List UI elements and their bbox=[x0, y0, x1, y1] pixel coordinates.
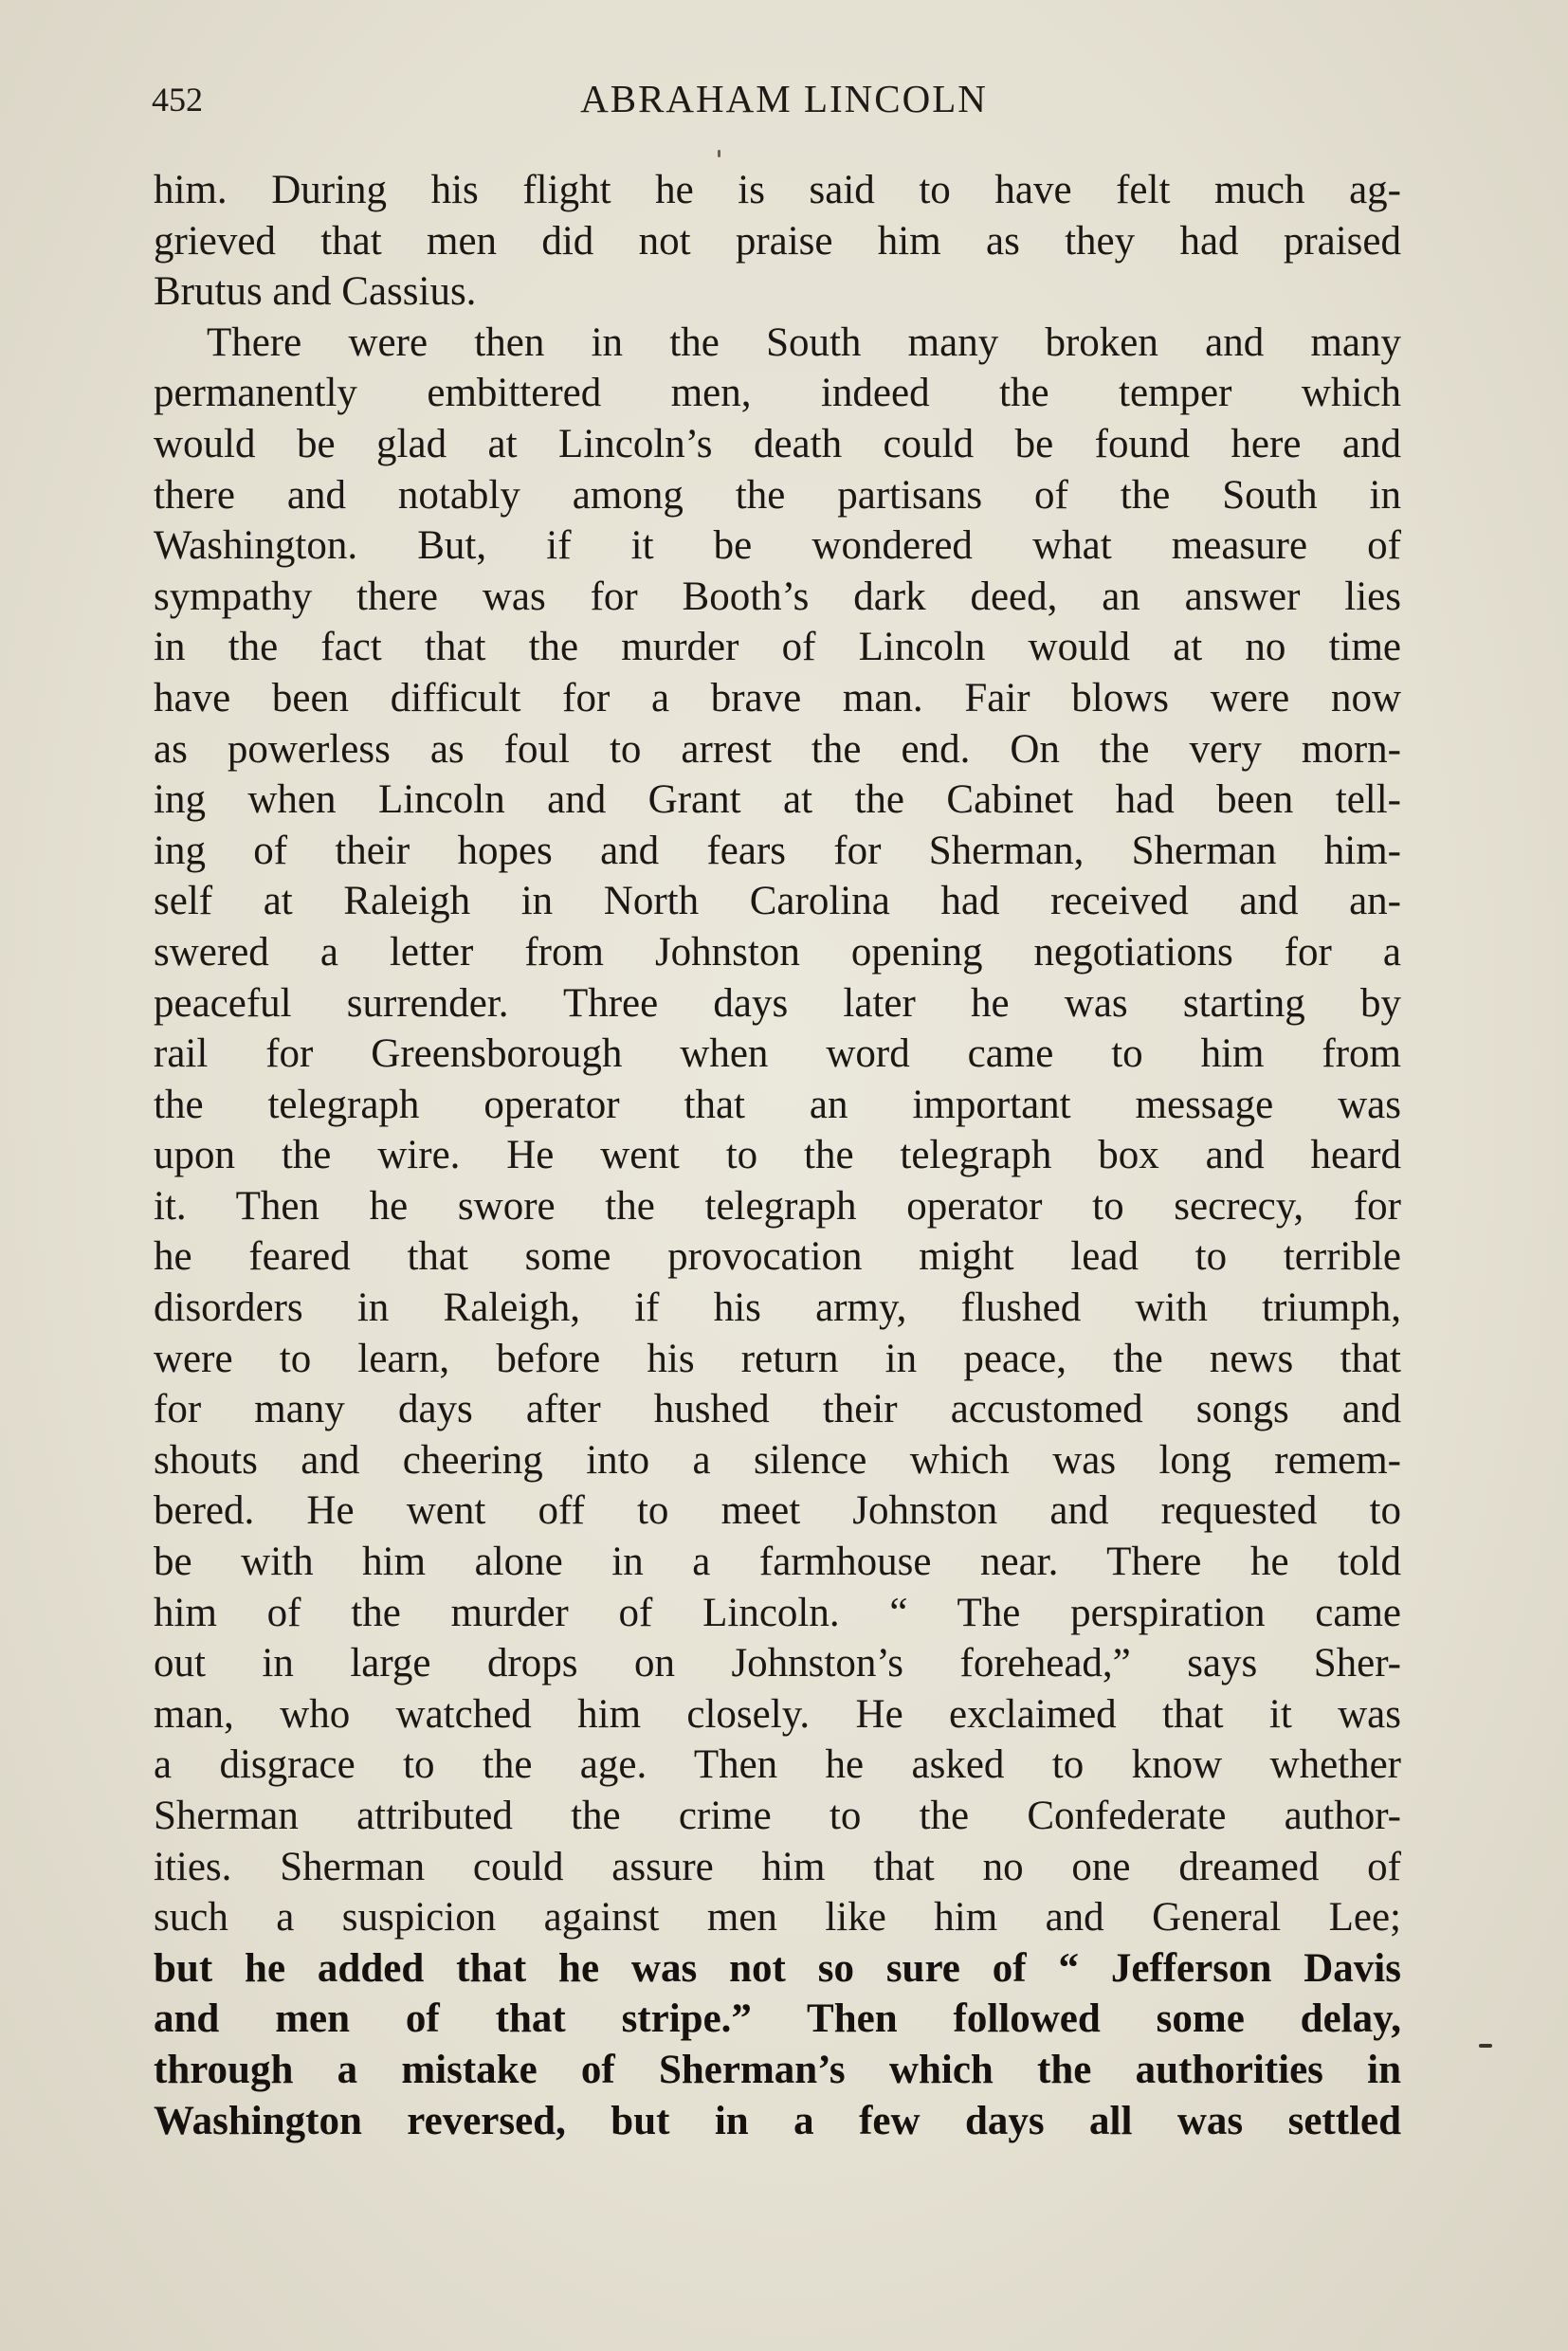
text-line: and men of that stripe.” Then followed some delay, bbox=[154, 1996, 1401, 2042]
text-line: him. During his flight he is said to have felt much ag- bbox=[154, 168, 1401, 212]
text-line: grieved that men did not praise him as they had praised bbox=[154, 218, 1401, 264]
text-line: the telegraph operator that an important message was bbox=[154, 1082, 1401, 1127]
text-line: be with him alone in a farmhouse near. There he told bbox=[154, 1540, 1401, 1585]
text-line: man, who watched him closely. He exclaimed that it was bbox=[154, 1691, 1401, 1737]
text-line: disorders in Raleigh, if his army, flushed with triumph, bbox=[154, 1285, 1401, 1331]
text-line: ing when Lincoln and Grant at the Cabinet had been tell- bbox=[154, 777, 1401, 823]
text-line: ing of their hopes and fears for Sherman, Sherman him- bbox=[154, 828, 1401, 873]
text-line: permanently embittered men, indeed the temper which bbox=[154, 371, 1401, 416]
text-line: it. Then he swore the telegraph operator to secrecy, for bbox=[154, 1183, 1401, 1229]
text-line: ities. Sherman could assure him that no one dreamed of bbox=[154, 1844, 1401, 1889]
text-line: there and notably among the partisans of the South in bbox=[154, 472, 1401, 518]
running-head: ABRAHAM LINCOLN bbox=[580, 77, 988, 120]
text-line: Brutus and Cassius. bbox=[154, 269, 477, 315]
text-line: have been difficult for a brave man. Fair blows were now bbox=[154, 675, 1401, 720]
text-line: shouts and cheering into a silence which was long remem- bbox=[154, 1437, 1401, 1483]
paper-speck bbox=[1479, 2044, 1492, 2048]
text-line: self at Raleigh in North Carolina had received and an- bbox=[154, 879, 1401, 924]
body-text bbox=[154, 165, 1401, 2146]
text-line: Sherman attributed the crime to the Confederate author- bbox=[154, 1794, 1401, 1838]
text-line: him of the murder of Lincoln. “ The perspiration came bbox=[154, 1590, 1401, 1635]
text-line: but he added that he was not so sure of “ Jefferson Davis bbox=[154, 1945, 1401, 1991]
text-line: upon the wire. He went to the telegraph box and heard bbox=[154, 1133, 1401, 1178]
text-line: peaceful surrender. Three days later he was starting by bbox=[154, 980, 1401, 1026]
text-line: for many days after hushed their accustomed songs and bbox=[154, 1387, 1401, 1432]
text-line: bered. He went off to meet Johnston and requested to bbox=[154, 1488, 1401, 1534]
text-line: Washington. But, if it be wondered what measure of bbox=[154, 523, 1401, 569]
text-line: in the fact that the murder of Lincoln would at no time bbox=[154, 625, 1401, 670]
text-line: swered a letter from Johnston opening negotiations for a bbox=[154, 929, 1401, 975]
text-line: would be glad at Lincoln’s death could be found here and bbox=[154, 421, 1401, 466]
text-line: he feared that some provocation might lead to terrible bbox=[154, 1234, 1401, 1280]
text-line: There were then in the South many broken and many bbox=[207, 319, 1401, 365]
text-line: sympathy there was for Booth’s dark deed, an answer lies bbox=[154, 574, 1401, 619]
paper-speck bbox=[718, 150, 720, 157]
text-line: as powerless as foul to arrest the end. On the very morn- bbox=[154, 726, 1401, 772]
text-line: through a mistake of Sherman’s which the authorities in bbox=[154, 2047, 1401, 2092]
text-line: were to learn, before his return in peace, the news that bbox=[154, 1336, 1401, 1381]
text-line: rail for Greensborough when word came to him from bbox=[154, 1031, 1401, 1077]
text-line: a disgrace to the age. Then he asked to know whether bbox=[154, 1742, 1401, 1788]
text-line: out in large drops on Johnston’s forehead,” says Sher- bbox=[154, 1641, 1401, 1686]
page-number: 452 bbox=[152, 81, 203, 118]
text-line: Washington reversed, but in a few days all was settled bbox=[154, 2098, 1401, 2143]
text-line: such a suspicion against men like him and General Lee; bbox=[154, 1895, 1401, 1941]
